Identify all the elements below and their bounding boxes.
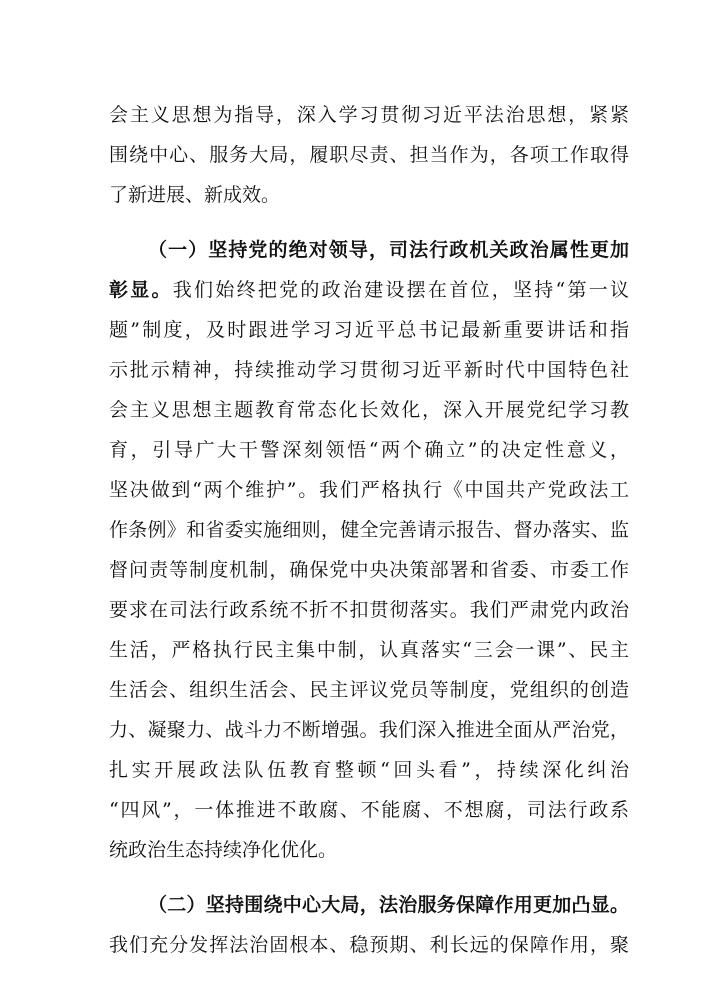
para2-line-4: 示批示精神，持续推动学习贯彻习近平新时代中国特色社	[109, 359, 629, 381]
para2-line-15: “四风”，一体推进不敢腐、不能腐、不想腐，司法行政系	[109, 799, 629, 821]
para2-line-7: 坚决做到“两个维护”。我们严格执行《中国共产党政法工	[109, 479, 629, 501]
para2-line-6: 育，引导广大干警深刻领悟“两个确立”的决定性意义，	[109, 439, 629, 461]
para2-line-2	[109, 270, 629, 310]
para2-line-9: 督问责等制度机制，确保党中央决策部署和省委、市委工作	[109, 559, 629, 581]
section-heading-1: （一）坚持党的绝对领导，司法行政机关政治属性更加	[148, 239, 629, 261]
para1-line-3: 了新进展、新成效。	[109, 184, 281, 206]
para2-line-14: 扎实开展政法队伍教育整顿“回头看”，持续深化纠治	[109, 759, 629, 781]
para2-line-16: 统政治生态持续净化优化。	[109, 839, 338, 861]
para3-line-2: 我们充分发挥法治固根本、稳预期、利长远的保障作用，聚	[109, 934, 629, 956]
para2-line-13: 力、凝聚力、战斗力不断增强。我们深入推进全面从严治党，	[109, 719, 629, 741]
para2-line-5: 会主义思想主题教育常态化长效化，深入开展党纪学习教	[109, 399, 629, 421]
para2-line-12: 生活会、组织生活会、民主评议党员等制度，党组织的创造	[109, 679, 629, 701]
para2-line-3: 题”制度，及时跟进学习习近平总书记最新重要讲话和指	[109, 319, 629, 341]
para2-line-2-text: 我们始终把党的政治建设摆在首位，坚持“第一议	[172, 279, 629, 301]
para2-line-8: 作条例》和省委实施细则，健全完善请示报告、督办落实、监	[109, 519, 629, 541]
para1-line-2: 围绕中心、服务大局，履职尽责、担当作为，各项工作取得	[109, 144, 629, 166]
para2-line-10: 要求在司法行政系统不折不扣贯彻落实。我们严肃党内政治	[109, 599, 629, 621]
section-heading-2: （二）坚持围绕中心大局，法治服务保障作用更加凸显。	[148, 894, 629, 916]
section-heading-1-end: 彰显。	[109, 279, 173, 301]
para1-line-1: 会主义思想为指导，深入学习贯彻习近平法治思想，紧紧	[109, 104, 629, 126]
para2-line-11: 生活，严格执行民主集中制，认真落实“三会一课”、民主	[109, 639, 629, 661]
